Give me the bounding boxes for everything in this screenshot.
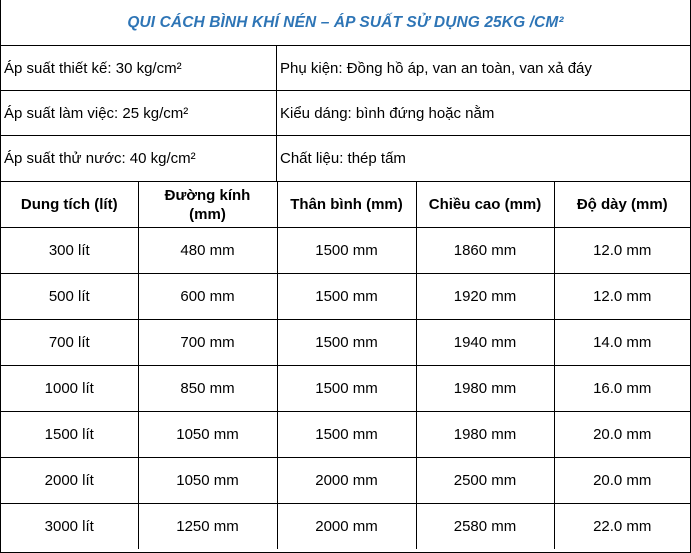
cell-thickness: 22.0 mm	[554, 504, 690, 550]
table-row	[1, 274, 690, 320]
header-diameter-label: Đường kính	[164, 186, 251, 204]
spec-row-design-pressure	[1, 46, 690, 91]
spec-working-pressure: Áp suất làm việc: 25 kg/cm²	[1, 91, 277, 135]
cell-thickness: 12.0 mm	[554, 274, 690, 320]
spec-accessories: Phụ kiện: Đồng hồ áp, van an toàn, van xả đáy	[280, 59, 592, 77]
cell-thickness: 20.0 mm	[554, 458, 690, 504]
header-thickness: Độ dày (mm)	[554, 182, 690, 228]
cell-thickness: 12.0 mm	[554, 228, 690, 274]
table-row	[1, 366, 690, 412]
spec-style: Kiểu dáng: bình đứng hoặc nằm	[280, 104, 495, 122]
cell-height: 1980 mm	[416, 412, 554, 458]
header-capacity: Dung tích (lít)	[1, 182, 138, 228]
cell-diameter: 700 mm	[138, 320, 277, 366]
cell-body: 1500 mm	[277, 320, 416, 366]
spec-row-test-pressure	[1, 136, 690, 182]
cell-height: 1920 mm	[416, 274, 554, 320]
cell-height: 2500 mm	[416, 458, 554, 504]
cell-capacity: 1500 lít	[1, 412, 138, 458]
header-diameter	[138, 182, 277, 228]
cell-diameter: 600 mm	[138, 274, 277, 320]
cell-capacity: 2000 lít	[1, 458, 138, 504]
cell-height: 1980 mm	[416, 366, 554, 412]
cell-capacity: 3000 lít	[1, 504, 138, 550]
cell-diameter: 1050 mm	[138, 458, 277, 504]
header-body: Thân bình (mm)	[277, 182, 416, 228]
table-row	[1, 504, 690, 550]
table-row	[1, 412, 690, 458]
spec-design-pressure: Áp suất thiết kế: 30 kg/cm²	[1, 46, 277, 90]
cell-body: 2000 mm	[277, 458, 416, 504]
cell-capacity: 700 lít	[1, 320, 138, 366]
cell-thickness: 20.0 mm	[554, 412, 690, 458]
cell-body: 1500 mm	[277, 412, 416, 458]
cell-height: 1860 mm	[416, 228, 554, 274]
cell-diameter: 480 mm	[138, 228, 277, 274]
cell-body: 2000 mm	[277, 504, 416, 550]
cell-diameter: 1250 mm	[138, 504, 277, 550]
table-row	[1, 320, 690, 366]
spec-table	[1, 182, 690, 549]
page-title: QUI CÁCH BÌNH KHÍ NÉN – ÁP SUẤT SỬ DỤNG 25KG /CM²	[1, 0, 690, 46]
spec-material: Chất liệu: thép tấm	[280, 150, 406, 167]
cell-capacity: 300 lít	[1, 228, 138, 274]
header-height: Chiều cao (mm)	[416, 182, 554, 228]
cell-body: 1500 mm	[277, 274, 416, 320]
header-diameter-unit: (mm)	[189, 205, 226, 223]
table-row	[1, 228, 690, 274]
cell-thickness: 14.0 mm	[554, 320, 690, 366]
cell-height: 1940 mm	[416, 320, 554, 366]
cell-capacity: 500 lít	[1, 274, 138, 320]
cell-body: 1500 mm	[277, 366, 416, 412]
cell-body: 1500 mm	[277, 228, 416, 274]
cell-capacity: 1000 lít	[1, 366, 138, 412]
cell-thickness: 16.0 mm	[554, 366, 690, 412]
table-row	[1, 458, 690, 504]
cell-height: 2580 mm	[416, 504, 554, 550]
cell-diameter: 850 mm	[138, 366, 277, 412]
table-header-row	[1, 182, 690, 228]
spec-row-working-pressure	[1, 91, 690, 136]
cell-diameter: 1050 mm	[138, 412, 277, 458]
spec-test-pressure: Áp suất thử nước: 40 kg/cm²	[1, 136, 277, 181]
